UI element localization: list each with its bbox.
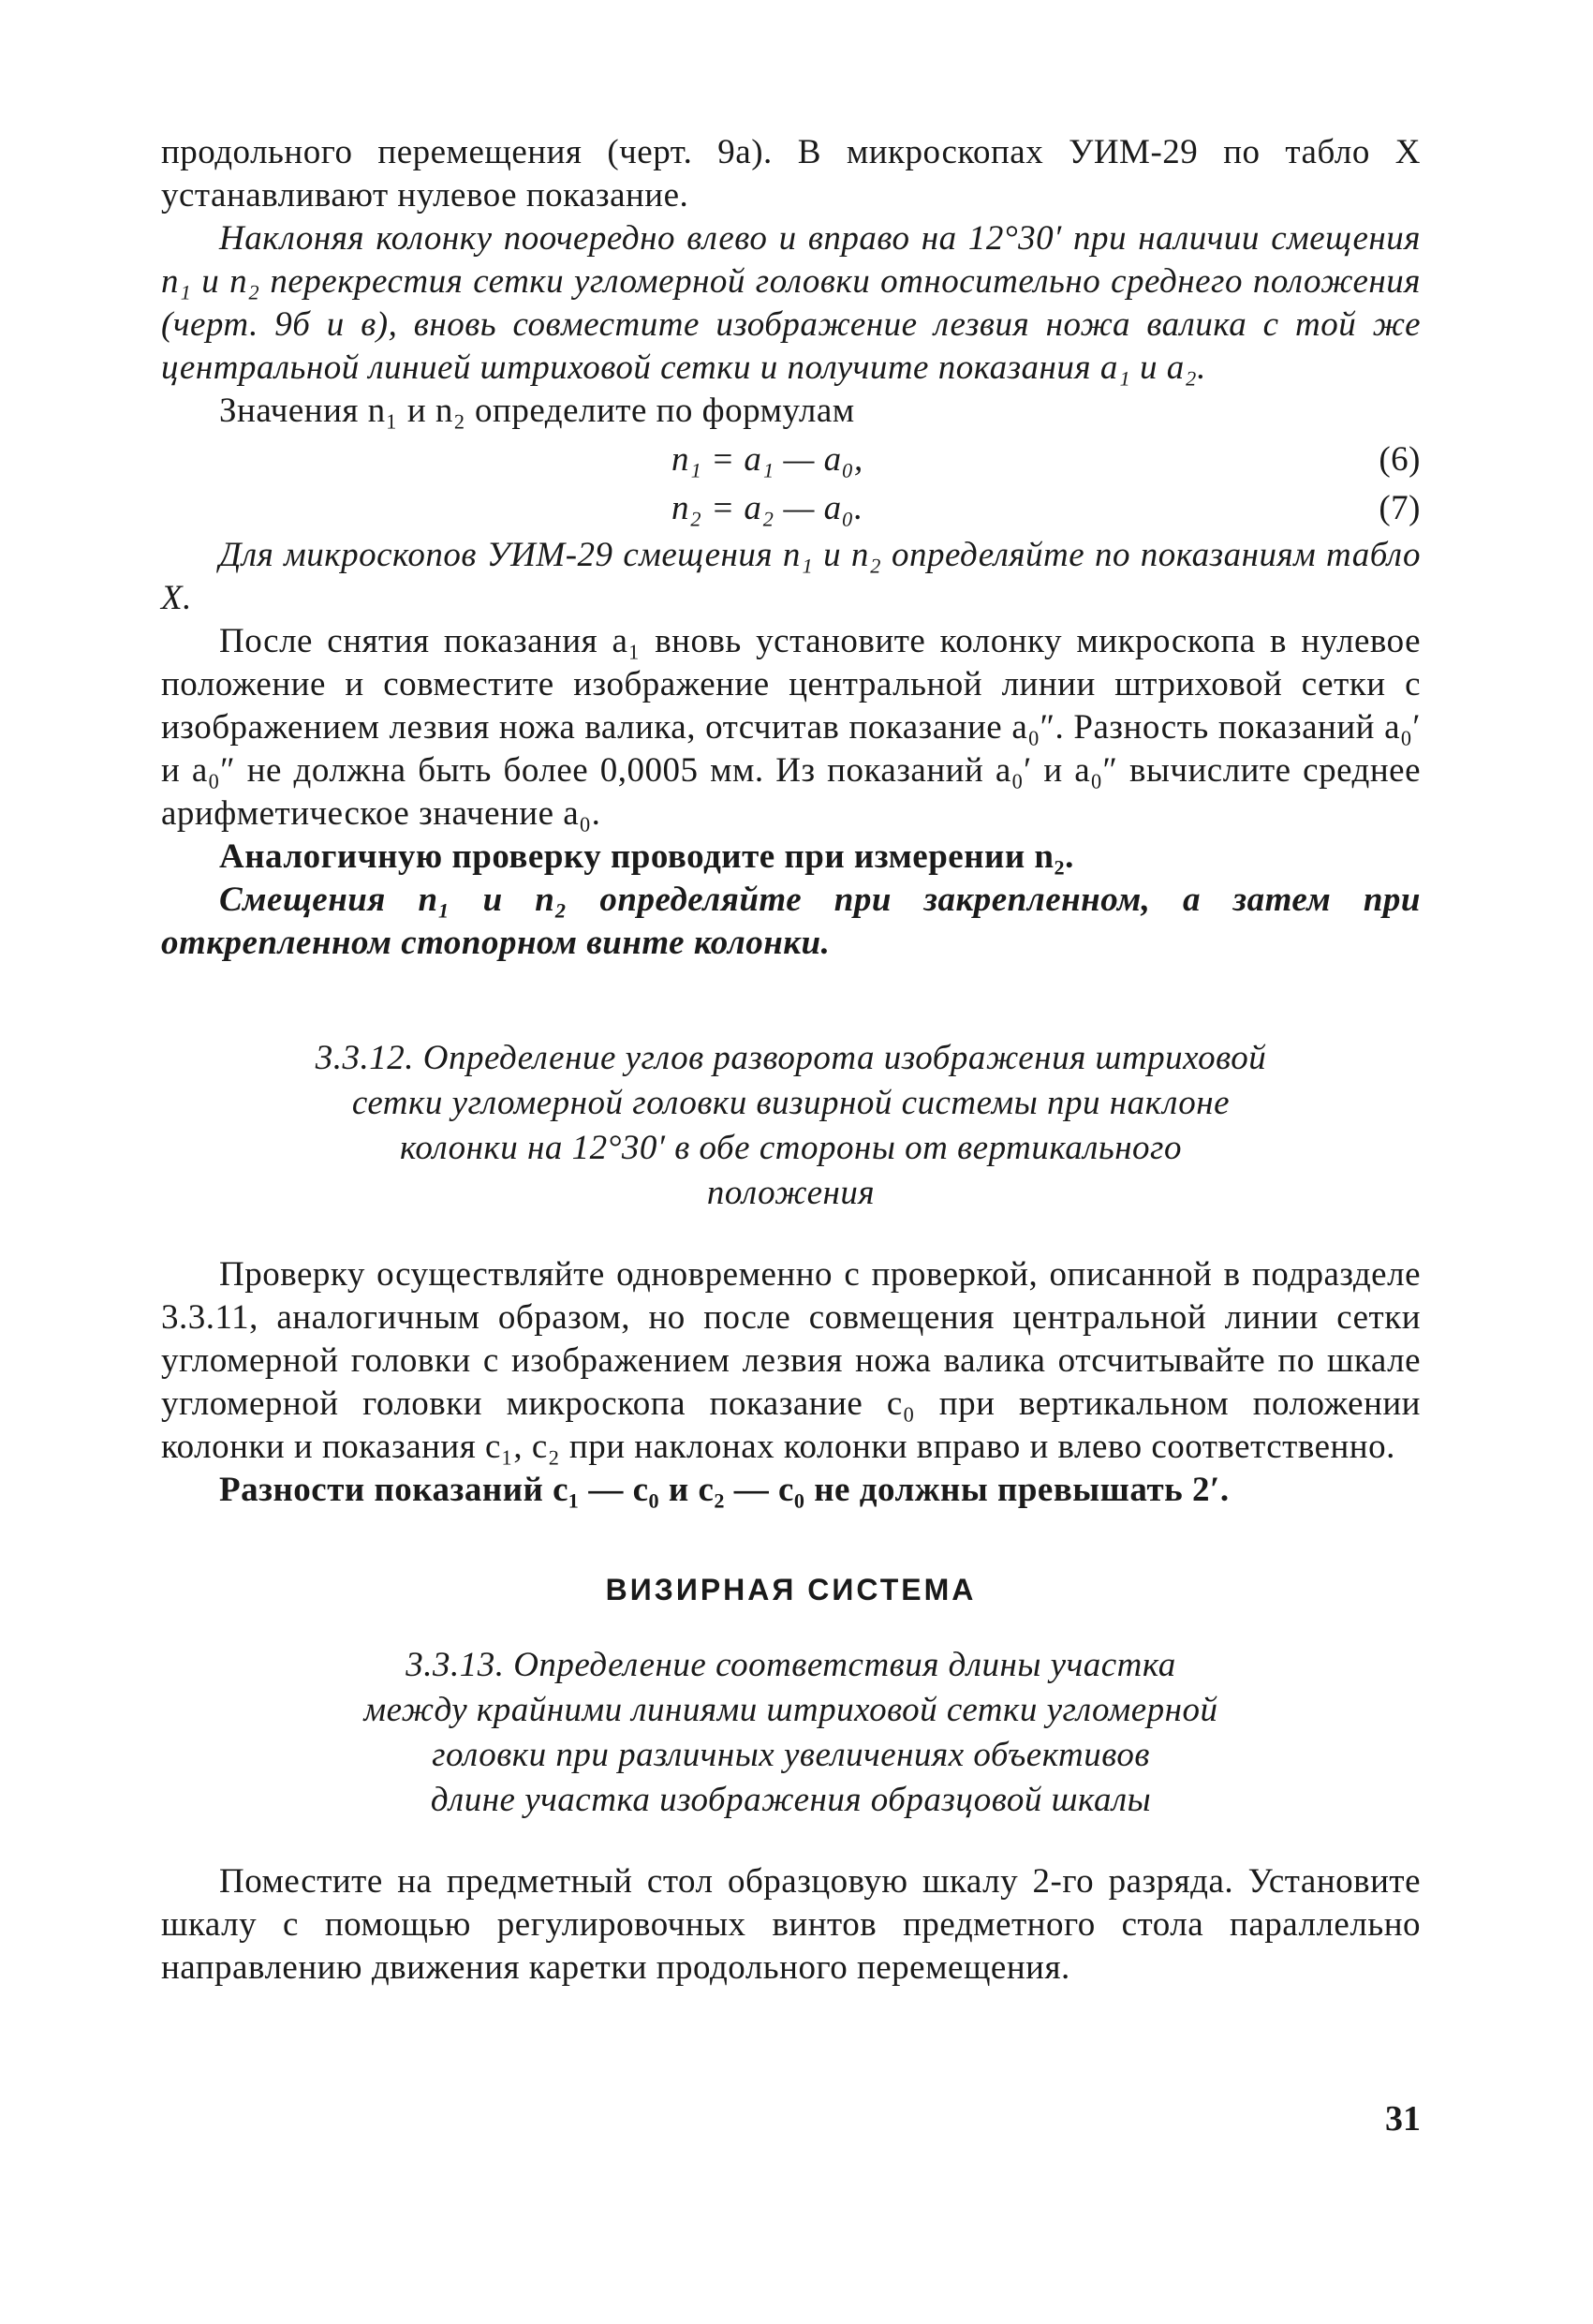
formula-7: [161, 487, 1421, 530]
heading-line: 3.3.13. Определение соответствия длины участка: [406, 1646, 1176, 1684]
paragraph-after-reading: После снятия показания a₁ вновь установите колонку микроскопа в нулевое положение и совместите изображение центральной линии штриховой сетки с изображением лезвия ножа валика, отсчитав показание a₀″. Разность показаний a₀′ и a₀″ не должна быть более 0,0005 мм. Из показаний a₀′ и a₀″ вычислите среднее арифметическое значение a₀.: [161, 622, 1421, 833]
formula-expression: n₁ = a₁ — a₀,: [671, 440, 863, 479]
heading-line: 3.3.12. Определение углов разворота изображения штриховой: [315, 1039, 1267, 1077]
paragraph-continuation: продольного перемещения (черт. 9а). В микроскопах УИМ-29 по табло X устанавливают нулевое показание.: [161, 133, 1421, 215]
paragraph-difference-limit: Разности показаний c₁ — c₀ и c₂ — c₀ не должны превышать 2′.: [219, 1471, 1230, 1509]
heading-line: положения: [706, 1174, 876, 1212]
formula-number: (7): [1379, 489, 1421, 527]
section-heading-3-3-12: [161, 1036, 1421, 1216]
section-title: ВИЗИРНАЯ СИСТЕМА: [605, 1573, 977, 1606]
heading-line: головки при различных увеличениях объективов: [432, 1736, 1150, 1774]
formula-expression: n₂ = a₂ — a₀.: [671, 489, 863, 527]
heading-line: между крайними линиями штриховой сетки угломерной: [363, 1691, 1218, 1729]
paragraph-uim-note: Для микроскопов УИМ-29 смещения n₁ и n₂ определяйте по показаниям табло X.: [161, 536, 1421, 617]
formula-number: (6): [1379, 440, 1421, 479]
section-heading-3-3-13: [161, 1643, 1421, 1823]
heading-line: сетки угломерной головки визирной системы при наклоне: [351, 1084, 1231, 1122]
paragraph-place-scale: Поместите на предметный стол образцовую шкалу 2-го разряда. Установите шкалу с помощью регулировочных винтов предметного стола параллельно направлению движения каретки продольного перемещения.: [161, 1862, 1421, 1987]
paragraph-formula-intro: Значения n₁ и n₂ определите по формулам: [219, 392, 855, 430]
paragraph-check-procedure: Проверку осуществляйте одновременно с проверкой, описанной в подразделе 3.3.11, аналогичным образом, но после совмещения центральной линии сетки угломерной головки с изображением лезвия ножа валика отсчитывайте по шкале угломерной головки микроскопа показание c₀ при вертикальном положении колонки и показания c₁, c₂ при наклонах колонки вправо и влево соответственно.: [161, 1255, 1421, 1466]
heading-line: длине участка изображения образцовой шкалы: [430, 1781, 1152, 1819]
paragraph-analog-check: Аналогичную проверку проводите при измерении n₂.: [219, 837, 1074, 876]
paragraph-tilt-instructions: Наклоняя колонку поочередно влево и вправо на 12°30′ при наличии смещения n₁ и n₂ перекрестия сетки угломерной головки относительно среднего положения (черт. 9б и в), вновь совместите изображение лезвия ножа валика с той же центральной линией штриховой сетки и получите показания a₁ и a₂.: [161, 219, 1421, 387]
paragraph-locking-screw: Смещения n₁ и n₂ определяйте при закрепленном, а затем при открепленном стопорном винте колонки.: [161, 881, 1421, 962]
formula-6: [161, 438, 1421, 481]
heading-line: колонки на 12°30′ в обе стороны от вертикального: [400, 1129, 1182, 1167]
document-page: [161, 131, 1421, 1990]
page-number: 31: [1385, 2099, 1421, 2139]
